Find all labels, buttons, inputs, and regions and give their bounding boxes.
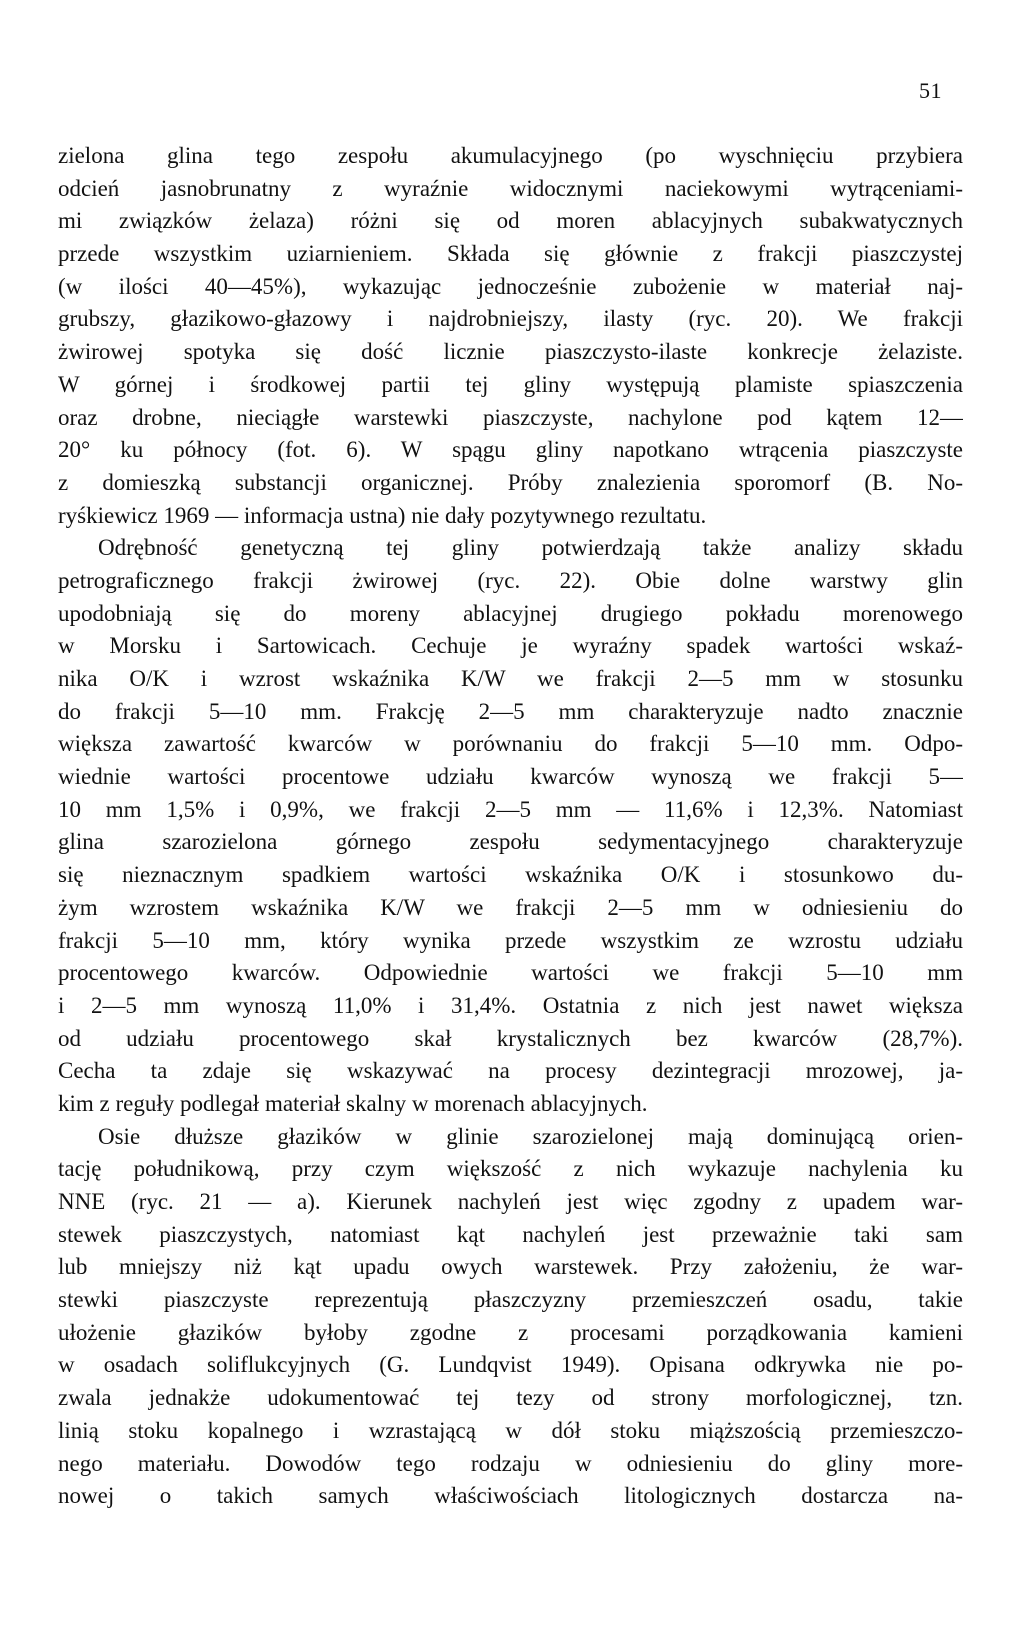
- text-line: Cecha ta zdaje się wskazywać na procesy dezintegracji mrozowej, ja-: [58, 1058, 963, 1084]
- text-line: w osadach soliflukcyjnych (G. Lundqvist 1949). Opisana odkrywka nie po-: [58, 1352, 963, 1378]
- text-line: z domieszką substancji organicznej. Próby znalezienia sporomorf (B. No-: [58, 469, 963, 495]
- text-line: od udziału procentowego skał krystalicznych bez kwarców (28,7%).: [58, 1025, 963, 1051]
- text-line: oraz drobne, nieciągłe warstewki piaszczyste, nachylone pod kątem 12—: [58, 404, 963, 430]
- text-line: Odrębność genetyczną tej gliny potwierdzają także analizy składu: [98, 535, 963, 561]
- text-line: grubszy, głazikowo-głazowy i najdrobniejszy, ilasty (ryc. 20). We frakcji: [58, 306, 963, 332]
- text-line: nika O/K i wzrost wskaźnika K/W we frakcji 2—5 mm w stosunku: [58, 666, 963, 691]
- text-line: nego materiału. Dowodów tego rodzaju w odniesieniu do gliny more-: [58, 1450, 963, 1476]
- text-line: procentowego kwarców. Odpowiednie wartości we frakcji 5—10 mm: [58, 960, 963, 986]
- text-line: nowej o takich samych właściwościach litologicznych dostarcza na-: [58, 1483, 963, 1509]
- text-line: W górnej i środkowej partii tej gliny występują plamiste spiaszczenia: [58, 371, 963, 397]
- text-line: kim z reguły podlegał materiał skalny w morenach ablacyjnych.: [58, 1090, 648, 1116]
- text-line: upodobniają się do moreny ablacyjnej drugiego pokładu morenowego: [58, 600, 963, 626]
- text-line: przede wszystkim uziarnieniem. Składa się głównie z frakcji piaszczystej: [58, 241, 963, 267]
- text-line: się nieznacznym spadkiem wartości wskaźnika O/K i stosunkowo du-: [58, 862, 963, 888]
- text-line: odcień jasnobrunatny z wyraźnie widocznymi naciekowymi wytrąceniami-: [58, 175, 963, 201]
- page-number: 51: [919, 78, 942, 103]
- text-line: większa zawartość kwarców w porównaniu do frakcji 5—10 mm. Odpo-: [58, 731, 963, 757]
- text-line: żwirowej spotyka się dość licznie piaszczysto-ilaste konkrecje żelaziste.: [58, 339, 963, 365]
- text-line: (w ilości 40—45%), wykazując jednocześnie zubożenie w materiał naj-: [58, 273, 963, 299]
- text-line: petrograficznego frakcji żwirowej (ryc. 22). Obie dolne warstwy glin: [58, 567, 963, 593]
- text-line: i 2—5 mm wynoszą 11,0% i 31,4%. Ostatnia z nich jest nawet większa: [58, 992, 963, 1018]
- text-line: wiednie wartości procentowe udziału kwarców wynoszą we frakcji 5—: [58, 764, 963, 790]
- text-line: lub mniejszy niż kąt upadu owych warstewek. Przy założeniu, że war-: [58, 1254, 963, 1280]
- text-line: glina szarozielona górnego zespołu sedymentacyjnego charakteryzuje: [58, 829, 963, 855]
- text-line: linią stoku kopalnego i wzrastającą w dół stoku miąższością przemieszczo-: [58, 1417, 963, 1443]
- text-line: żym wzrostem wskaźnika K/W we frakcji 2—5 mm w odniesieniu do: [58, 894, 963, 920]
- text-line: Osie dłuższe głazików w glinie szarozielonej mają dominującą orien-: [98, 1123, 963, 1149]
- text-line: zielona glina tego zespołu akumulacyjnego (po wyschnięciu przybiera: [58, 143, 963, 168]
- text-line: NNE (ryc. 21 — a). Kierunek nachyleń jest więc zgodny z upadem war-: [58, 1189, 963, 1214]
- text-line: stewki piaszczyste reprezentują płaszczyzny przemieszczeń osadu, takie: [58, 1287, 963, 1313]
- text-line: mi związków żelaza) różni się od moren ablacyjnych subakwatycznych: [58, 208, 963, 234]
- text-line: tację południkową, przy czym większość z nich wykazuje nachylenia ku: [58, 1156, 963, 1182]
- text-line: do frakcji 5—10 mm. Frakcję 2—5 mm charakteryzuje nadto znacznie: [58, 698, 963, 724]
- body-text: [58, 140, 963, 1513]
- text-line: w Morsku i Sartowicach. Cechuje je wyraźny spadek wartości wskaź-: [58, 633, 963, 659]
- text-line: ryśkiewicz 1969 — informacja ustna) nie dały pozytywnego rezultatu.: [58, 502, 707, 528]
- text-line: stewek piaszczystych, natomiast kąt nachyleń jest przeważnie taki sam: [58, 1221, 963, 1247]
- text-line: 10 mm 1,5% i 0,9%, we frakcji 2—5 mm — 11,6% i 12,3%. Natomiast: [58, 796, 963, 822]
- text-line: 20° ku północy (fot. 6). W spągu gliny napotkano wtrącenia piaszczyste: [58, 437, 963, 463]
- text-line: frakcji 5—10 mm, który wynika przede wszystkim ze wzrostu udziału: [58, 927, 963, 953]
- text-line: ułożenie głazików byłoby zgodne z procesami porządkowania kamieni: [58, 1319, 963, 1345]
- text-line: zwala jednakże udokumentować tej tezy od strony morfologicznej, tzn.: [58, 1385, 963, 1411]
